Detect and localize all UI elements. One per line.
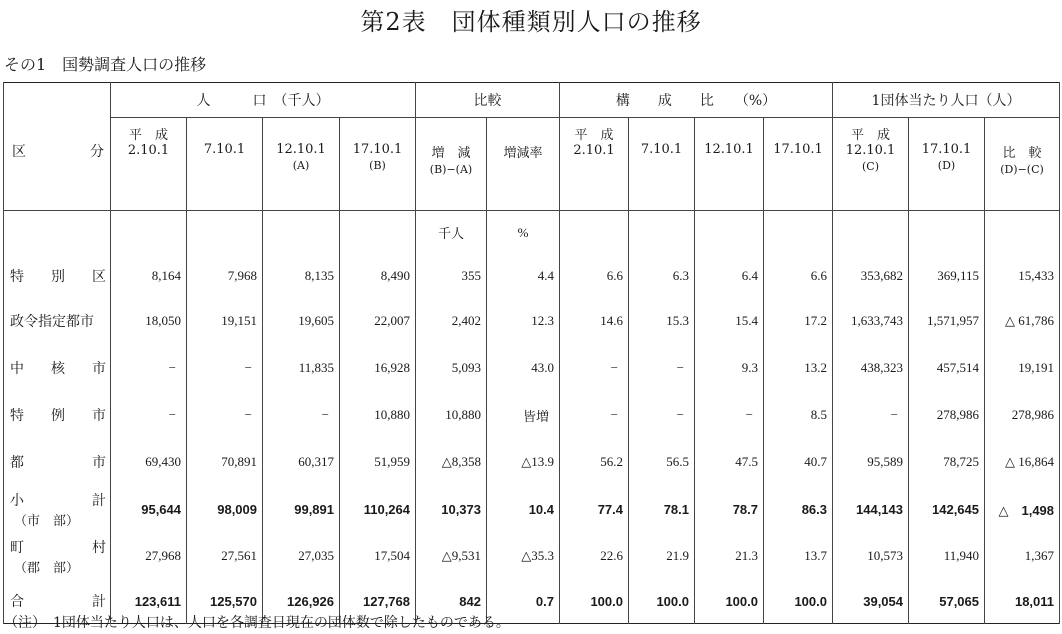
table-cell: −	[263, 392, 340, 439]
table-cell: 39,054	[833, 580, 909, 624]
table-cell: 110,264	[340, 486, 416, 533]
table-cell: −	[695, 392, 764, 439]
col-cmp-rate: 増減率	[487, 118, 560, 211]
table-cell: 47.5	[695, 439, 764, 486]
table-cell: 8,135	[263, 255, 340, 297]
table-cell: 4.4	[487, 255, 560, 297]
col-per-cmp: 比 較 (D)−(C)	[985, 118, 1060, 211]
table-cell: −	[560, 392, 629, 439]
unit-cmp-inc: 千人	[416, 211, 487, 255]
table-cell	[629, 211, 695, 255]
table-cell: 27,035	[263, 533, 340, 580]
table-cell: −	[111, 392, 187, 439]
table-cell	[833, 211, 909, 255]
table-row	[4, 255, 1060, 297]
table-cell: 10,373	[416, 486, 487, 533]
table-cell	[111, 211, 187, 255]
table-cell: 8.5	[764, 392, 833, 439]
footnote: （注） 1団体当たり人口は、人口を各調査日現在の団体数で除したものである。	[4, 615, 510, 631]
table-body	[4, 211, 1060, 624]
table-cell: △ 1,498	[985, 486, 1060, 533]
table-cell: 56.5	[629, 439, 695, 486]
table-cell: 2,402	[416, 297, 487, 345]
row-label: 中 核 市	[4, 345, 111, 392]
table-cell: −	[629, 392, 695, 439]
row-label: 特 例 市	[4, 392, 111, 439]
table-cell: 15.3	[629, 297, 695, 345]
col-pop-h2: 平 成 2.10.1	[111, 118, 187, 211]
row-label: 町 村 （郡 部）	[4, 533, 111, 580]
table-cell: 10,880	[340, 392, 416, 439]
table-cell: 70,891	[187, 439, 263, 486]
row-label: 政令指定都市	[4, 297, 111, 345]
table-cell: 13.7	[764, 533, 833, 580]
table-cell: 78,725	[909, 439, 985, 486]
table-cell: −	[187, 345, 263, 392]
table-cell: 355	[416, 255, 487, 297]
table-cell: 14.6	[560, 297, 629, 345]
table-row	[4, 345, 1060, 392]
table-cell	[985, 211, 1060, 255]
table-cell: 278,986	[909, 392, 985, 439]
col-pop-h12: 12.10.1 (A)	[263, 118, 340, 211]
table-row	[4, 392, 1060, 439]
table-cell: 15.4	[695, 297, 764, 345]
table-cell: 86.3	[764, 486, 833, 533]
group-composition: 構 成 比 （%）	[560, 83, 833, 118]
table-subtitle: その1 国勢調査人口の推移	[4, 55, 207, 74]
table-cell: 43.0	[487, 345, 560, 392]
table-cell: △35.3	[487, 533, 560, 580]
table-cell: 123,611	[111, 580, 187, 624]
population-table	[3, 82, 1060, 624]
table-cell: 6.6	[560, 255, 629, 297]
table-row	[4, 439, 1060, 486]
table-cell: 6.3	[629, 255, 695, 297]
table-cell: 8,164	[111, 255, 187, 297]
col-comp-h7: 7.10.1	[629, 118, 695, 211]
table-cell: 19,151	[187, 297, 263, 345]
table-cell: 0.7	[487, 580, 560, 624]
table-cell: 12.3	[487, 297, 560, 345]
table-cell: 40.7	[764, 439, 833, 486]
table-cell: 9.3	[695, 345, 764, 392]
table-cell: 13.2	[764, 345, 833, 392]
table-cell: 5,093	[416, 345, 487, 392]
col-per-h17: 17.10.1 (D)	[909, 118, 985, 211]
table-cell: △9,531	[416, 533, 487, 580]
table-cell: △ 61,786	[985, 297, 1060, 345]
col-comp-h12: 12.10.1	[695, 118, 764, 211]
table-cell: 10,880	[416, 392, 487, 439]
table-cell: 11,940	[909, 533, 985, 580]
row-label: 合 計	[4, 580, 111, 624]
table-cell: 51,959	[340, 439, 416, 486]
table-cell: 19,605	[263, 297, 340, 345]
table-cell	[695, 211, 764, 255]
table-cell	[187, 211, 263, 255]
table-cell: 56.2	[560, 439, 629, 486]
table-cell: 10,573	[833, 533, 909, 580]
unit-cmp-rate: %	[487, 211, 560, 255]
table-cell	[340, 211, 416, 255]
group-comparison: 比較	[416, 83, 560, 118]
table-cell: 17.2	[764, 297, 833, 345]
table-cell: △ 16,864	[985, 439, 1060, 486]
group-per-entity: 1団体当たり人口（人）	[833, 83, 1060, 118]
table-cell: 22.6	[560, 533, 629, 580]
table-cell: 皆増	[487, 392, 560, 439]
table-cell: 22,007	[340, 297, 416, 345]
row-label: 都 市	[4, 439, 111, 486]
table-cell: 100.0	[695, 580, 764, 624]
table-cell: 127,768	[340, 580, 416, 624]
table-cell: 142,645	[909, 486, 985, 533]
table-cell: 10.4	[487, 486, 560, 533]
table-row	[4, 533, 1060, 580]
table-cell: 78.7	[695, 486, 764, 533]
table-cell: 353,682	[833, 255, 909, 297]
table-cell: 11,835	[263, 345, 340, 392]
col-cmp-inc: 増 減 (B)−(A)	[416, 118, 487, 211]
table-row	[4, 297, 1060, 345]
table-cell: 6.6	[764, 255, 833, 297]
table-cell: 1,367	[985, 533, 1060, 580]
table-cell: 99,891	[263, 486, 340, 533]
col-pop-h7: 7.10.1	[187, 118, 263, 211]
table-cell: −	[187, 392, 263, 439]
table-cell: 17,504	[340, 533, 416, 580]
table-cell: 78.1	[629, 486, 695, 533]
table-cell: 27,968	[111, 533, 187, 580]
header-row-groups	[4, 83, 1060, 118]
table-cell: 842	[416, 580, 487, 624]
table-cell: 7,968	[187, 255, 263, 297]
kubun-header: 区 分	[4, 83, 111, 211]
header-row-columns	[4, 118, 1060, 211]
table-cell: 69,430	[111, 439, 187, 486]
table-cell: 126,926	[263, 580, 340, 624]
table-cell: 369,115	[909, 255, 985, 297]
table-row	[4, 486, 1060, 533]
table-cell: 95,644	[111, 486, 187, 533]
table-cell	[909, 211, 985, 255]
table-cell: 21.3	[695, 533, 764, 580]
table-cell: 1,571,957	[909, 297, 985, 345]
table-cell: −	[560, 345, 629, 392]
table-cell: 100.0	[764, 580, 833, 624]
table-cell: 15,433	[985, 255, 1060, 297]
group-population: 人 口 （千人）	[111, 83, 416, 118]
table-cell: △13.9	[487, 439, 560, 486]
page-title: 第2表 団体種類別人口の推移	[360, 8, 702, 36]
table-cell	[4, 211, 111, 255]
table-cell: −	[833, 392, 909, 439]
row-label: 特 別 区	[4, 255, 111, 297]
table-cell: 457,514	[909, 345, 985, 392]
table-cell: 100.0	[629, 580, 695, 624]
table-cell: 77.4	[560, 486, 629, 533]
table-cell	[263, 211, 340, 255]
table-cell	[560, 211, 629, 255]
table-cell: 438,323	[833, 345, 909, 392]
table-cell: 6.4	[695, 255, 764, 297]
table-cell: 95,589	[833, 439, 909, 486]
table-cell: 19,191	[985, 345, 1060, 392]
table-cell: 144,143	[833, 486, 909, 533]
table-cell: 125,570	[187, 580, 263, 624]
table-cell: 98,009	[187, 486, 263, 533]
table-cell: 1,633,743	[833, 297, 909, 345]
table-cell: 18,011	[985, 580, 1060, 624]
table-cell: 100.0	[560, 580, 629, 624]
table-cell: 18,050	[111, 297, 187, 345]
table-cell: 8,490	[340, 255, 416, 297]
col-comp-h17: 17.10.1	[764, 118, 833, 211]
table-cell: 21.9	[629, 533, 695, 580]
col-comp-h2: 平 成 2.10.1	[560, 118, 629, 211]
table-cell: 27,561	[187, 533, 263, 580]
table-cell: 57,065	[909, 580, 985, 624]
col-pop-h17: 17.10.1 (B)	[340, 118, 416, 211]
table-cell: △8,358	[416, 439, 487, 486]
units-row	[4, 211, 1060, 255]
table-cell	[764, 211, 833, 255]
table-cell: 16,928	[340, 345, 416, 392]
row-label: 小 計 （市 部）	[4, 486, 111, 533]
table-cell: 278,986	[985, 392, 1060, 439]
col-per-h12: 平 成 12.10.1 (C)	[833, 118, 909, 211]
table-cell: −	[111, 345, 187, 392]
table-cell: −	[629, 345, 695, 392]
table-cell: 60,317	[263, 439, 340, 486]
